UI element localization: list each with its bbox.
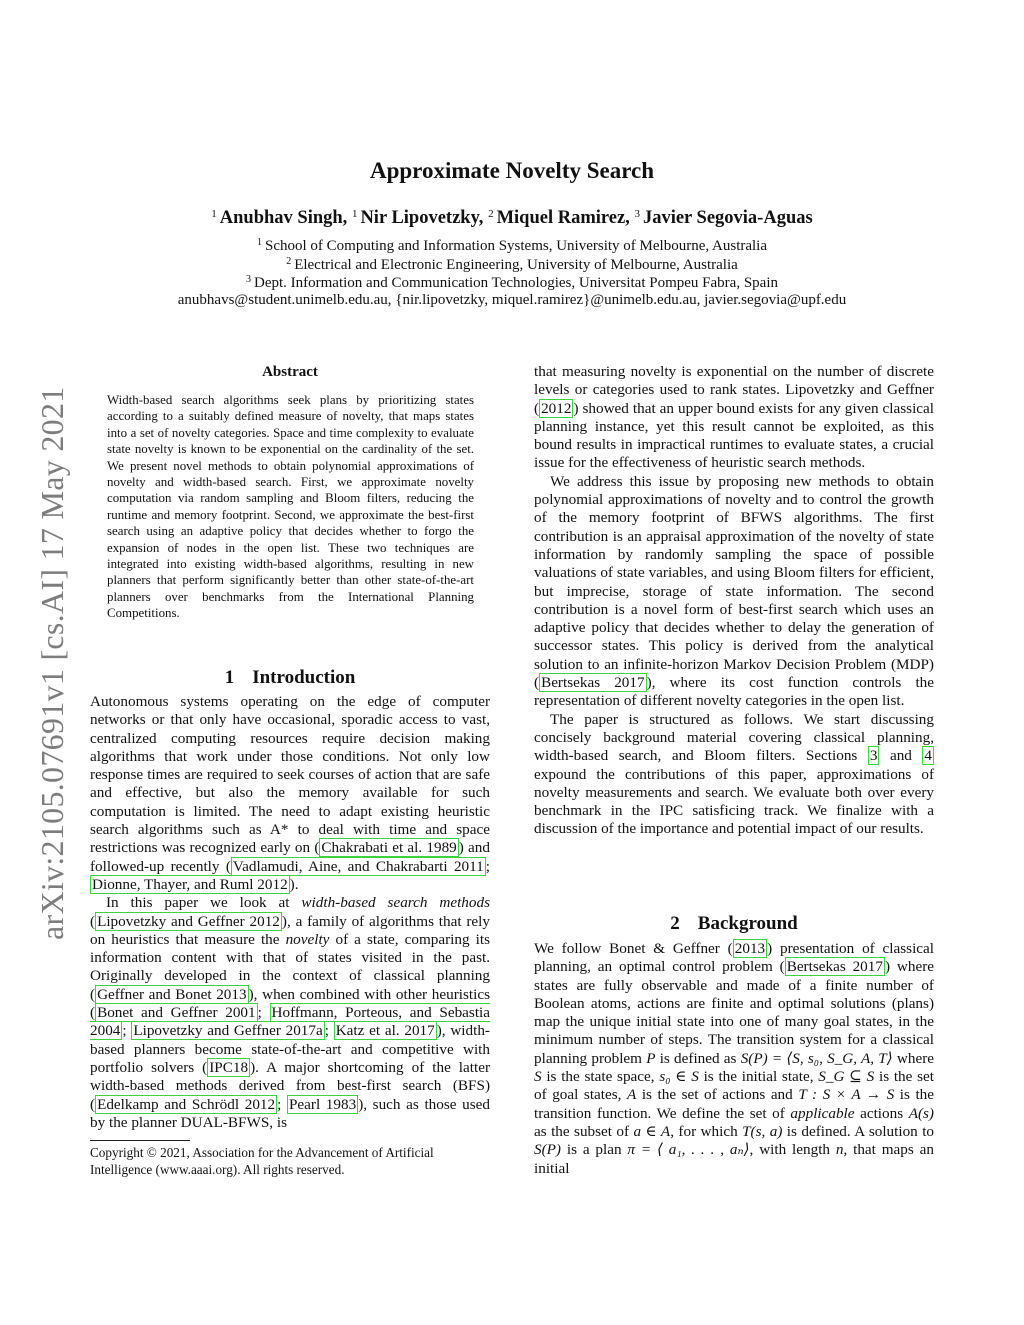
footnote-rule xyxy=(90,1140,190,1141)
section-heading-background: 2 Background xyxy=(670,913,798,934)
paragraph: that measuring novelty is exponential on the number of discrete levels or categories used to rank states. Lipovetzky and Geffner ( 2012 ) showed that an upper bound exists for any given classical planning instance, yet this result cannot be exploited, as this bound results in impractical runtimes to evaluate states, a crucial issue for the effectiveness of heuristic search methods. xyxy=(534,363,934,472)
paragraph: We address this issue by proposing new methods to obtain polynomial approximations of novelty and to control the growth of the memory footprint of BFWS algorithms. The first contribution is an appraisal approximation of the novelty of state information by randomly sampling the space of possible valuations of state variables, and using Bloom filters for efficient, but imprecise, storage of state information. The second contribution is a novel form of best-first search which uses an adaptive policy that decides whether to delay the generation of successor states. This policy is derived from the analytical solution to an infinite-horizon Markov Decision Problem (MDP) ( Bertsekas 2017 ), where its cost function controls the representation of different novelty categories in the open list. xyxy=(534,472,934,710)
citation-link[interactable]: Bonet and Geffner 2001 xyxy=(97,1004,256,1022)
paragraph: The paper is structured as follows. We start discussing concisely background material covering classical planning, width-based search, and Bloom filters. Sections 3 and 4 expound the contributions of this paper, approximations of novelty measurements and search. We evaluate both over every benchmark in the IPC satisficing track. We finalize with a discussion of the importance and potential impact of our results. xyxy=(534,710,934,838)
author: $^1$ Anubhav Singh, xyxy=(211,208,348,228)
affiliation: $^2$ Electrical and Electronic Engineering, University of Melbourne, Australia xyxy=(286,256,738,273)
citation-link[interactable]: Vadlamudi, Aine, and Chakrabarti 2011 xyxy=(232,857,484,875)
paragraph: We follow Bonet & Geffner ( 2013 ) presentation of classical planning, an optimal control problem ( Bertsekas 2017 ) where states are fully observable and made of a finite number of Boolean atoms, actions are finite and optimal solutions (plans) map the unique initial state into one of many goal states, in the minimum number of steps. The transition system for a classical planning problem P is defined as S(P) = ⟨S, s₀, S_G, A, T⟩ where S is the state space, s₀ ∈ S is the initial state, S_G ⊆ S is the set of goal states, A is the set of actions and T : S × A → S is the transition function. We define the set of applicable actions A(s) as the subset of a ∈ A, for which T(s, a) is defined. A solution to S(P) is a plan π = ⟨ a₁, . . . , aₙ⟩, with length n, that maps an initial xyxy=(534,940,935,1177)
citation-link[interactable]: 2012 xyxy=(541,399,572,417)
right-column-body-bottom xyxy=(534,940,934,1178)
citation-link[interactable]: Lipovetzky and Geffner 2012 xyxy=(97,912,280,930)
citation-link[interactable]: Chakrabati et al. 1989 xyxy=(321,839,457,857)
citation-link[interactable]: Edelkamp and Schrödl 2012 xyxy=(97,1095,276,1113)
author-list xyxy=(0,208,1024,229)
citation-link[interactable]: Geffner and Bonet 2013 xyxy=(97,985,247,1003)
section-heading-introduction: 1 Introduction xyxy=(224,667,356,688)
author: $^2$ Miquel Ramirez, xyxy=(488,208,630,228)
citation-link[interactable]: Hoffmann, Porteous, and Sebastia 2004 xyxy=(90,1004,490,1040)
author: $^3$ Javier Segovia-Aguas xyxy=(634,208,813,228)
arxiv-identifier: arXiv:2105.07691v1 [cs.AI] 17 May 2021 xyxy=(34,386,70,940)
right-column-body-top xyxy=(534,363,934,839)
affiliation: $^3$ Dept. Information and Communication Technologies, Universitat Pompeu Fabra, Spain xyxy=(246,274,778,291)
citation-link[interactable]: Bertsekas 2017 xyxy=(786,958,883,976)
citation-link[interactable]: IPC18 xyxy=(209,1058,249,1076)
citation-link[interactable]: Katz et al. 2017 xyxy=(335,1022,435,1040)
paragraph: Autonomous systems operating on the edge of computer networks or that only have occasional, sporadic access to vast, centralized computing resources require decision making algorithms that work under those conditions. Not only low response times are required to seek courses of action that are safe and effective, but also the memory available for such computation is limited. The need to adapt existing heuristic search algorithms such as A* to deal with time and space restrictions was recognized early on ( Chakrabati et al. 1989 ) and followed-up recently ( Vadlamudi, Aine, and Chakrabarti 2011 ; Dionne, Thayer, and Ruml 2012 ). xyxy=(90,693,490,893)
author-emails: anubhavs@student.unimelb.edu.au, {nir.lipovetzky, miquel.ramirez}@unimelb.edu.au, javier.segovia@upf.edu xyxy=(177,292,847,308)
abstract-heading: Abstract xyxy=(262,364,318,380)
affiliation: $^1$ School of Computing and Information Systems, University of Melbourne, Australia xyxy=(256,237,768,254)
citation-link[interactable]: Dionne, Thayer, and Ruml 2012 xyxy=(92,875,288,893)
paper-title: Approximate Novelty Search xyxy=(369,158,655,183)
citation-link[interactable]: Bertsekas 2017 xyxy=(541,674,645,692)
abstract-text: Width-based search algorithms seek plans by prioritizing states according to a suitably defined measure of novelty, that maps states into a set of novelty categories. Space and time complexity to evaluate state novelty is known to be exponential on the cardinality of the set. We present novel methods to obtain polynomial approximations of novelty and width-based search. First, we approximate novelty computation via random sampling and Bloom filters, reducing the runtime and memory footprint. Second, we approximate the best-first search using an adaptive policy that decides whether to forgo the expansion of nodes in the open list. These two techniques are integrated into existing width-based algorithms, resulting in new planners that perform significantly better than other state-of-the-art planners over benchmarks from the International Planning Competitions. xyxy=(107,393,474,621)
paragraph: In this paper we look at width-based search methods ( Lipovetzky and Geffner 2012 ), a family of algorithms that rely on heuristics that measure the novelty of a state, comparing its information content with that of states visited in the past. Originally developed in the context of classical planning ( Geffner and Bonet 2013 ), when combined with other heuristics ( Bonet and Geffner 2001 ; Hoffmann, Porteous, and Sebastia 2004 ; Lipovetzky and Geffner 2017a ; Katz et al. 2017 ), width-based planners become state-of-the-art and competitive with portfolio solvers ( IPC18 ). A major shortcoming of the latter width-based methods derived from best-first search (BFS) ( Edelkamp and Schrödl 2012 ; Pearl 1983 ), such as those used by the planner DUAL-BFWS, is xyxy=(90,894,491,1131)
author: $^1$ Nir Lipovetzky, xyxy=(351,208,484,228)
citation-link[interactable]: 2013 xyxy=(734,940,766,957)
section-link[interactable]: 4 xyxy=(924,747,932,765)
copyright-footnote: Copyright © 2021, Association for the Advancement of Artificial Intelligence (www.aaai.org). All rights reserved. xyxy=(90,1145,434,1177)
citation-link[interactable]: Lipovetzky and Geffner 2017a xyxy=(133,1022,323,1040)
citation-link[interactable]: Pearl 1983 xyxy=(288,1095,357,1113)
section-link[interactable]: 3 xyxy=(869,747,878,765)
left-column-body xyxy=(90,693,490,1132)
